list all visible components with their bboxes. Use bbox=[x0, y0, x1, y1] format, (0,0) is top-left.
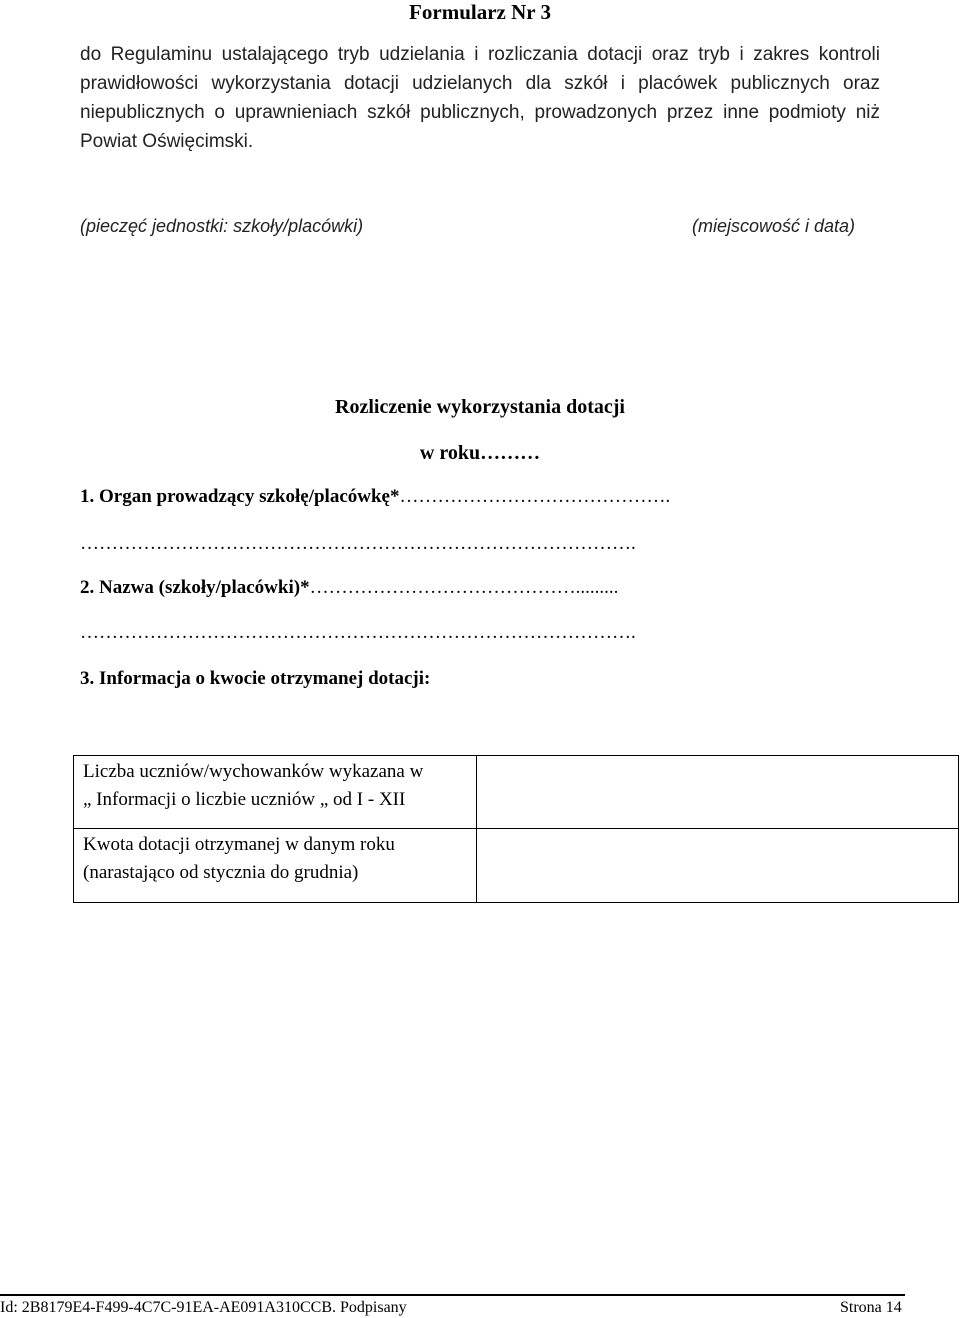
place-date-label: (miejscowość i data) bbox=[692, 216, 856, 236]
cell-line: Liczba uczniów/wychowanków wykazana w bbox=[83, 761, 424, 782]
organ-field-label: 1. Organ prowadzący szkołę/placówkę* bbox=[80, 486, 400, 507]
cell-line: (narastająco od stycznia do grudnia) bbox=[83, 862, 359, 883]
footer-divider bbox=[0, 1294, 905, 1296]
intro-line: niepublicznych o uprawnieniach szkół publicznych, prowadzonych przez inne podmioty niż bbox=[80, 102, 880, 123]
intro-line: do Regulaminu ustalającego tryb udzielania i rozliczania dotacji oraz tryb i zakres kontroli bbox=[80, 44, 880, 65]
regulation-intro bbox=[80, 40, 880, 156]
page-number: Strona 14 bbox=[840, 1299, 902, 1316]
subsidy-amount-value-cell[interactable] bbox=[477, 829, 959, 903]
table-label-cell bbox=[74, 829, 477, 903]
school-name-field[interactable] bbox=[80, 577, 618, 599]
organ-field[interactable] bbox=[80, 486, 670, 508]
document-heading: Rozliczenie wykorzystania dotacji bbox=[335, 396, 625, 418]
school-name-field-dots: ……………………………………......... bbox=[309, 577, 619, 598]
intro-line: prawidłowości wykorzystania dotacji udzielanych dla szkół i placówek publicznych oraz bbox=[80, 73, 880, 94]
stamp-label: (pieczęć jednostki: szkoły/placówki) bbox=[80, 216, 364, 236]
form-title: Formularz Nr 3 bbox=[409, 0, 551, 24]
organ-field-continuation[interactable]: ……………………………………………………………………………. bbox=[80, 533, 636, 554]
table-row bbox=[74, 829, 959, 903]
organ-field-dots: ……………………………………. bbox=[399, 486, 671, 507]
document-id: Id: 2B8179E4-F499-4C7C-91EA-AE091A310CCB. Podpisany bbox=[0, 1299, 407, 1316]
cell-line: „ Informacji o liczbie uczniów „ od I - XII bbox=[83, 789, 406, 810]
school-name-field-label: 2. Nazwa (szkoły/placówki)* bbox=[80, 577, 310, 598]
table-label-cell bbox=[74, 756, 477, 829]
section-3-heading: 3. Informacja o kwocie otrzymanej dotacji: bbox=[80, 668, 431, 689]
year-line: w roku……… bbox=[419, 442, 541, 464]
cell-line: Kwota dotacji otrzymanej w danym roku bbox=[83, 834, 395, 855]
student-count-value-cell[interactable] bbox=[477, 756, 959, 829]
intro-line: Powiat Oświęcimski. bbox=[80, 131, 254, 152]
school-name-field-continuation[interactable]: ……………………………………………………………………………. bbox=[80, 622, 636, 643]
subsidy-info-table bbox=[73, 755, 959, 903]
table-row bbox=[74, 756, 959, 829]
